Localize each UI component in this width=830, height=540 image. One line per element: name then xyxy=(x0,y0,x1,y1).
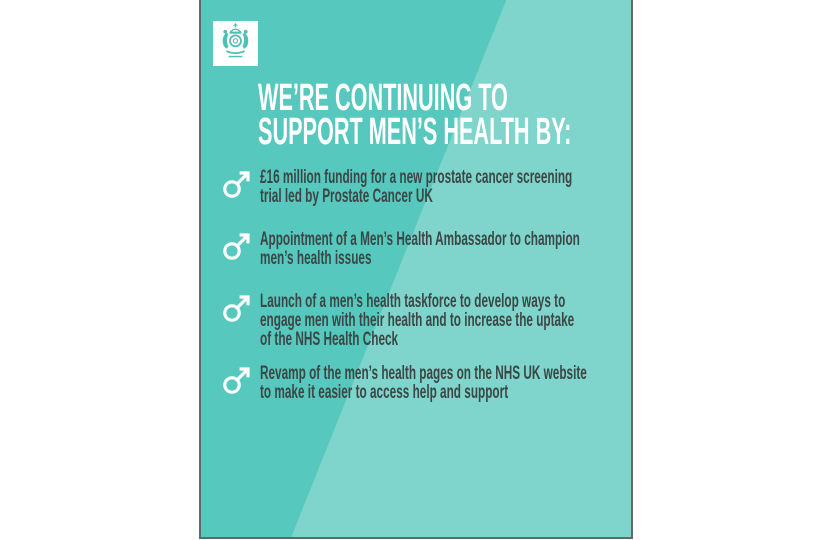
infographic-card xyxy=(199,0,633,539)
male-symbol-icon xyxy=(222,293,252,323)
royal-coat-of-arms-icon xyxy=(215,21,256,67)
bullet-item xyxy=(222,230,622,268)
male-symbol-icon xyxy=(222,231,252,261)
male-symbol-icon xyxy=(222,169,252,199)
bullet-text xyxy=(260,168,622,206)
bullet-list xyxy=(222,168,622,402)
bullet-line: of the NHS Health Check xyxy=(260,329,399,350)
bullet-line: £16 million funding for a new prostate cancer screening xyxy=(260,167,573,188)
bullet-line: Launch of a men’s health taskforce to develop ways to xyxy=(260,291,566,312)
bullet-line: engage men with their health and to increase the uptake xyxy=(260,310,575,331)
bullet-line: Revamp of the men’s health pages on the NHS UK website xyxy=(260,363,587,384)
bullet-line: to make it easier to access help and support xyxy=(260,382,509,403)
bullet-text xyxy=(260,230,622,268)
heading-line: SUPPORT MEN’S HEALTH BY: xyxy=(258,111,572,153)
bullet-text xyxy=(260,364,622,402)
bullet-item xyxy=(222,364,622,402)
bullet-item xyxy=(222,168,622,206)
male-symbol-icon xyxy=(222,365,252,395)
bullet-text xyxy=(260,292,622,349)
government-logo-tile xyxy=(213,21,258,66)
bullet-line: trial led by Prostate Cancer UK xyxy=(260,186,433,207)
bullet-line: Appointment of a Men’s Health Ambassador to champion xyxy=(260,229,580,250)
bullet-line: men’s health issues xyxy=(260,248,372,269)
main-heading xyxy=(258,77,633,153)
heading-line: WE’RE CONTINUING TO xyxy=(258,77,508,119)
bullet-item xyxy=(222,292,622,349)
